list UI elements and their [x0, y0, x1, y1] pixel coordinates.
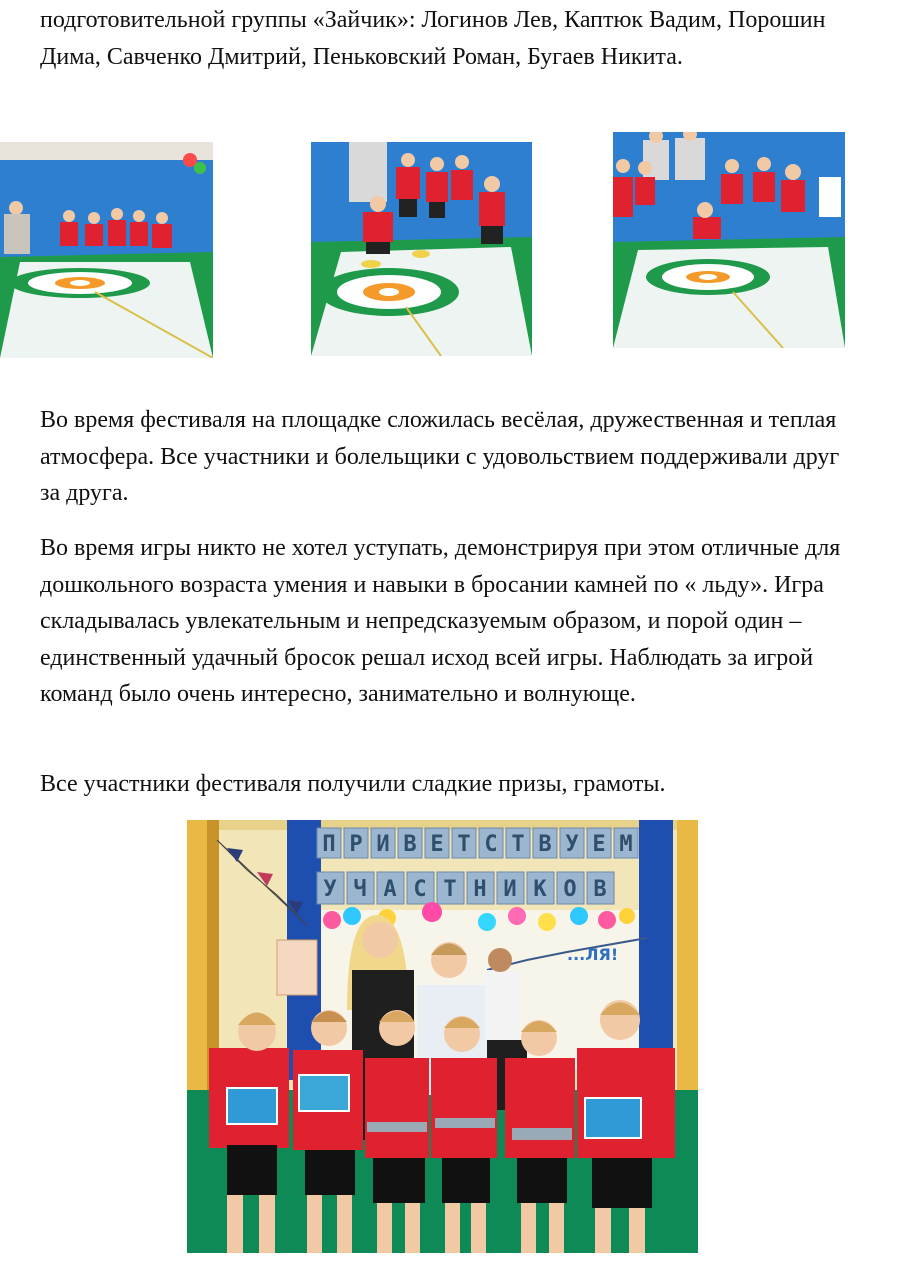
curling-photo-1 — [0, 142, 213, 358]
banner-letter: В — [593, 877, 607, 902]
banner-letter: К — [533, 877, 547, 902]
banner-letter: И — [376, 832, 390, 857]
banner-letter: Е — [592, 832, 606, 857]
banner-letter: Т — [443, 877, 457, 902]
banner-letter: С — [413, 877, 427, 902]
banner-letter: П — [322, 832, 336, 857]
banner-letter: В — [538, 832, 552, 857]
garland-text: ...ЛЯ! — [567, 945, 619, 964]
banner-letter: Е — [430, 832, 444, 857]
banner-letter: В — [403, 832, 417, 857]
banner-letter: Т — [457, 832, 471, 857]
atmosphere-paragraph: Во время фестиваля на площадке сложилась весёлая, дружественная и теплая атмосфера. Все участники и болельщики с удовольствием поддерживали друг за друга. — [40, 407, 840, 506]
curling-photo-2 — [311, 142, 532, 356]
banner-letter: И — [503, 877, 517, 902]
banner-letter: Ч — [353, 877, 367, 902]
banner-letter: М — [619, 832, 633, 857]
curling-photo-3 — [613, 132, 845, 348]
banner-letter: Н — [473, 877, 487, 902]
group-photo — [187, 820, 698, 1253]
banner-letter: У — [565, 832, 579, 857]
banner-letter: А — [383, 877, 397, 902]
game-paragraph: Во время игры никто не хотел уступать, демонстрируя при этом отличные для дошкольного возраста умения и навыки в бросании камней по « льду». Игра складывалась увлекательным и непредсказуемым образом, и порой один – единственный удачный бросок решал исход всей игры. Наблюдать за игрой команд было очень интересно, занимательно и волнующе. — [40, 535, 841, 707]
banner-letter: С — [484, 832, 498, 857]
banner-letter: Т — [511, 832, 525, 857]
banner-letter: Р — [349, 832, 363, 857]
banner-letter: О — [563, 877, 577, 902]
intro-paragraph: подготовительной группы «Зайчик»: Логинов Лев, Каптюк Вадим, Порошин Дима, Савченко Дмитрий, Пеньковский Роман, Бугаев Никита. — [40, 7, 826, 70]
prizes-paragraph: Все участники фестиваля получили сладкие призы, грамоты. — [40, 771, 666, 797]
banner-letter: У — [323, 877, 337, 902]
